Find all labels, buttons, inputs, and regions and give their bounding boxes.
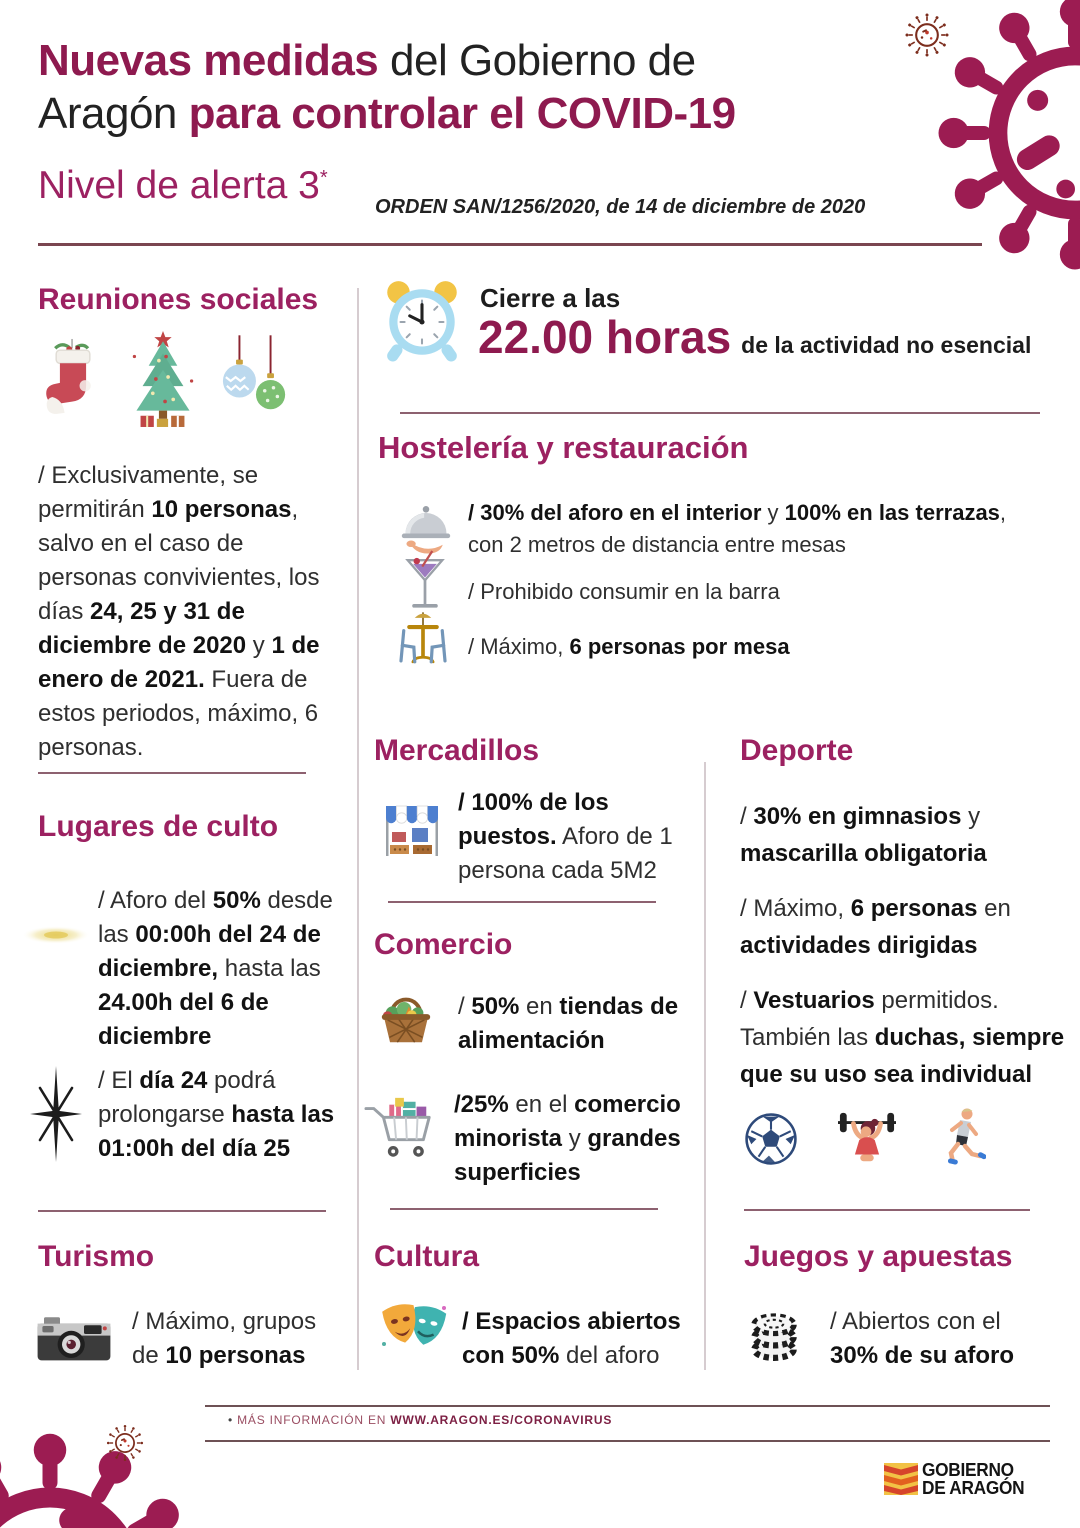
hosteleria-bullet-3: / Máximo, 6 personas por mesa [468,634,790,659]
closure-time: 22.00 horas [478,311,732,363]
section-heading-culto: Lugares de culto [38,810,279,843]
section-heading-deporte: Deporte [740,734,854,767]
comercio-bullet-1: / 50% en tiendas de alimentación [458,993,679,1054]
logo-line1: GOBIERNO [922,1460,1014,1480]
hosteleria-bullet-1: / 30% del aforo en el interior y 100% en las terrazas, con 2 metros de distancia entre mesas [468,500,1007,557]
stocking-icon [44,336,102,428]
weightlifter-icon [834,1110,900,1168]
divider [388,901,656,903]
footer-divider-bottom [205,1440,1050,1442]
virus-icon [935,0,1080,273]
runner-icon [934,1106,986,1168]
divider [400,412,1040,414]
turismo-bullet: / Máximo, grupos de 10 personas [132,1308,317,1369]
juegos-bullet: / Abiertos con el 30% de su aforo [830,1308,1015,1369]
divider [38,1210,326,1212]
section-heading-reuniones: Reuniones sociales [38,283,319,316]
food-basket-icon [376,988,436,1048]
cultura-bullet: / Espacios abiertos con 50% del aforo [462,1308,681,1369]
hosteleria-bullet-2: / Prohibido consumir en la barra [468,579,780,604]
mercadillos-bullet: / 100% de los puestos. Aforo de 1 persona cada 5M2 [458,789,673,884]
candle-glow-icon [20,922,92,948]
closure-intro: Cierre a las [480,283,621,313]
soccer-ball-icon [744,1112,798,1166]
camera-icon [36,1312,112,1364]
culto-bullet-2: / El día 24 podrá prolongarse hasta las 01:00h del día 25 [98,1067,335,1162]
column-divider [357,288,359,1370]
section-heading-turismo: Turismo [38,1240,155,1273]
divider [744,1209,1030,1211]
alert-level-text: Nivel de alerta 3 [38,164,320,207]
header-divider [38,243,982,246]
gobierno-aragon-logo [922,1461,1024,1497]
aragon-shield-icon [884,1463,918,1495]
footer-info: • MÁS INFORMACIÓN EN WWW.ARAGON.ES/CORONAVIRUS [228,1413,613,1427]
divider [390,1208,658,1210]
footer-divider-top [205,1405,1050,1407]
deporte-bullet-2: / Máximo, 6 personas en actividades dirigidas [740,895,1011,959]
page-title [38,34,736,140]
bethlehem-star-icon [26,1064,86,1164]
logo-line2: DE ARAGÓN [922,1478,1025,1498]
section-heading-juegos: Juegos y apuestas [744,1240,1013,1273]
shopping-cart-icon [364,1096,436,1162]
order-reference: ORDEN SAN/1256/2020, de 14 de diciembre de 2020 [375,196,866,218]
market-stall-icon [382,798,442,860]
ornaments-icon [220,334,290,428]
theater-masks-icon [380,1300,450,1362]
page-title-line2: Aragón para controlar el COVID-19 [38,89,736,138]
alert-level [38,164,328,208]
christmas-tree-icon [126,330,200,428]
culto-bullet-1: / Aforo del 50% desde las 00:00h del 24 de diciembre, hasta las 24.00h del 6 de diciembre [98,887,333,1050]
section-heading-comercio: Comercio [374,928,513,961]
section-heading-cultura: Cultura [374,1240,479,1273]
section-heading-mercadillos: Mercadillos [374,734,540,767]
page-title-line1: Nuevas medidas del Gobierno de [38,36,696,85]
deporte-bullet-3: / Vestuarios permitidos. También las duchas, siempre que su uso sea individual [740,987,1065,1088]
section-heading-hosteleria: Hostelería y restauración [378,430,749,465]
closure-time-line [478,310,1031,364]
poker-chips-icon [746,1302,802,1362]
reuniones-body: / Exclusivamente, se permitirán 10 personas, salvo en el caso de personas convivientes, los días 24, 25 y 31 de diciembre de 2020 y 1 de enero de 2021. Fuera de estos periodos, máximo, 6 personas. [38,462,320,761]
alarm-clock-icon [380,276,464,368]
virus-small-icon [104,1422,146,1464]
divider [38,772,306,774]
alert-asterisk: * [319,167,328,189]
terrace-table-icon [390,608,456,668]
column-divider [704,762,706,1370]
closure-detail: de la actividad no esencial [741,332,1032,358]
virus-icon [0,1430,200,1528]
deporte-bullet-1: / 30% en gimnasios y mascarilla obligatoria [740,803,987,867]
comercio-bullet-2: /25% en el comercio minorista y grandes superficies [454,1091,681,1186]
virus-small-icon [902,10,952,60]
